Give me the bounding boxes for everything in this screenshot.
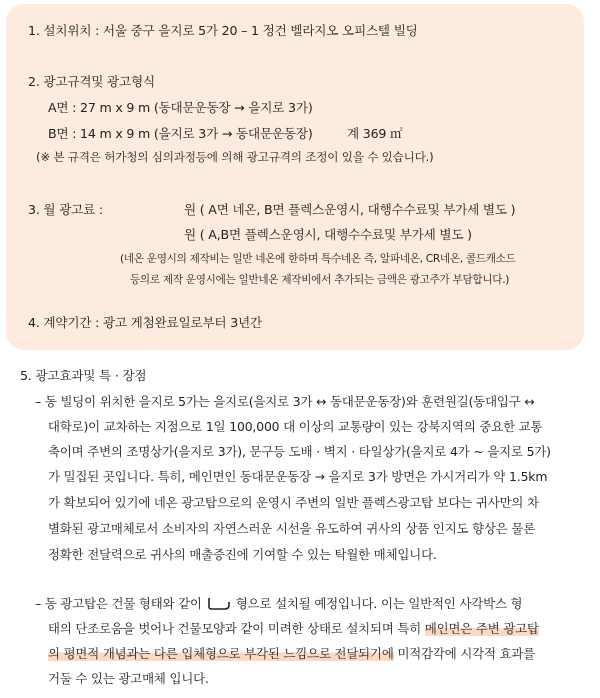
effect-para1-line-5: 가 확보되어 있기에 네온 광고탑으로의 운영시 주변의 일반 플렉스광고탑 보다는 귀사만의 차	[48, 495, 539, 510]
para2-line2-highlight: 메인면은 주변 광고탑	[424, 621, 539, 636]
para2-line2-start: 태의 단조로움을 벗어나 건물모양과 같이 미려한 상태로 설치되며 특히	[48, 621, 425, 636]
effect-para1-line-1: – 동 빌딩이 위치한 을지로 5가는 을지로(을지로 3가 ↔ 동대문운동장)와 훈련원길(동대입구 ↔	[35, 394, 535, 409]
monthly-fee-label: 3. 월 광고료 :	[28, 202, 103, 217]
effect-para1-line-6: 별화된 광고매체로서 소비자의 자연스러운 시선을 유도하여 귀사의 상품 인지도 향상은 물론	[48, 521, 536, 536]
ad-spec-side-b: B면 : 14 m x 9 m (을지로 3가 → 동대문운동장)	[48, 126, 313, 141]
para2-line1-start: – 동 광고탑은 건물 형태와 같이	[35, 596, 202, 611]
para2-line1-end: 형으로 설치될 예정입니다. 이는 일반적인 사각박스 형	[235, 596, 523, 611]
effect-para1-line-3: 축이며 주변의 조명상가(을지로 3가), 문구등 도배 · 벽지 · 타일상가(을지로 4가 ~ 을지로 5가)	[48, 444, 551, 459]
ad-effect-heading: 5. 광고효과및 특 · 장점	[20, 368, 147, 383]
ad-spec-side-a: A면 : 27 m x 9 m (동대문운동장 → 을지로 3가)	[48, 100, 313, 115]
para2-line3-highlight: 의 평면적 개념과는 다른 입체형으로 부각된 느낌으로 전달되기에	[48, 646, 394, 661]
install-location: 1. 설치위치 : 서울 중구 을지로 5가 20 – 1 정건 벨라지오 오피스텔 빌딩	[28, 23, 418, 38]
fee-note-line-1: (네온 운영시의 제작비는 일반 네온에 한하며 특수네온 즉, 알파네온, CR네온, 콜드캐소드	[120, 253, 516, 265]
effect-para1-line-4: 가 밀집된 곳입니다. 특히, 메인면인 동대문운동장 → 을지로 3가 방면은 가시거리가 약 1.5km	[48, 469, 548, 484]
effect-para2-line-3	[48, 644, 535, 662]
building-shape-icon	[206, 597, 232, 614]
para2-line3-end: 미적감각에 시각적 효과를	[393, 646, 536, 661]
monthly-fee-flex: 원 ( A,B면 플렉스운영시, 대행수수료및 부가세 별도 )	[184, 227, 472, 242]
fee-note-line-2: 등의로 제작 운영시에는 일반네온 제작비에서 추가되는 금액은 광고주가 부담합니다.)	[130, 274, 510, 286]
effect-para2-line-4: 거둘 수 있는 광고매체 입니다.	[48, 671, 209, 686]
effect-para2-line-2	[48, 619, 539, 637]
contract-period: 4. 계약기간 : 광고 게첨완료일로부터 3년간	[28, 315, 262, 330]
effect-para2-line-1	[35, 594, 522, 614]
effect-para1-line-2: 대학로)이 교차하는 지점으로 1일 100,000 대 이상의 교통량이 있는 강북지역의 중요한 교통	[48, 419, 543, 434]
ad-spec-heading: 2. 광고규격및 광고형식	[28, 74, 155, 89]
ad-spec-total: 계 369 ㎡	[347, 126, 403, 141]
effect-para1-line-7: 정확한 전달력으로 귀사의 매출증진에 기여할 수 있는 탁월한 매체입니다.	[48, 547, 437, 562]
monthly-fee-neon: 원 ( A면 네온, B면 플렉스운영시, 대행수수료및 부가세 별도 )	[184, 202, 516, 217]
ad-spec-note: (※ 본 규격은 허가청의 심의과정등에 의해 광고규격의 조정이 있을 수 있습니다.)	[36, 150, 434, 164]
info-summary-box	[6, 4, 584, 350]
